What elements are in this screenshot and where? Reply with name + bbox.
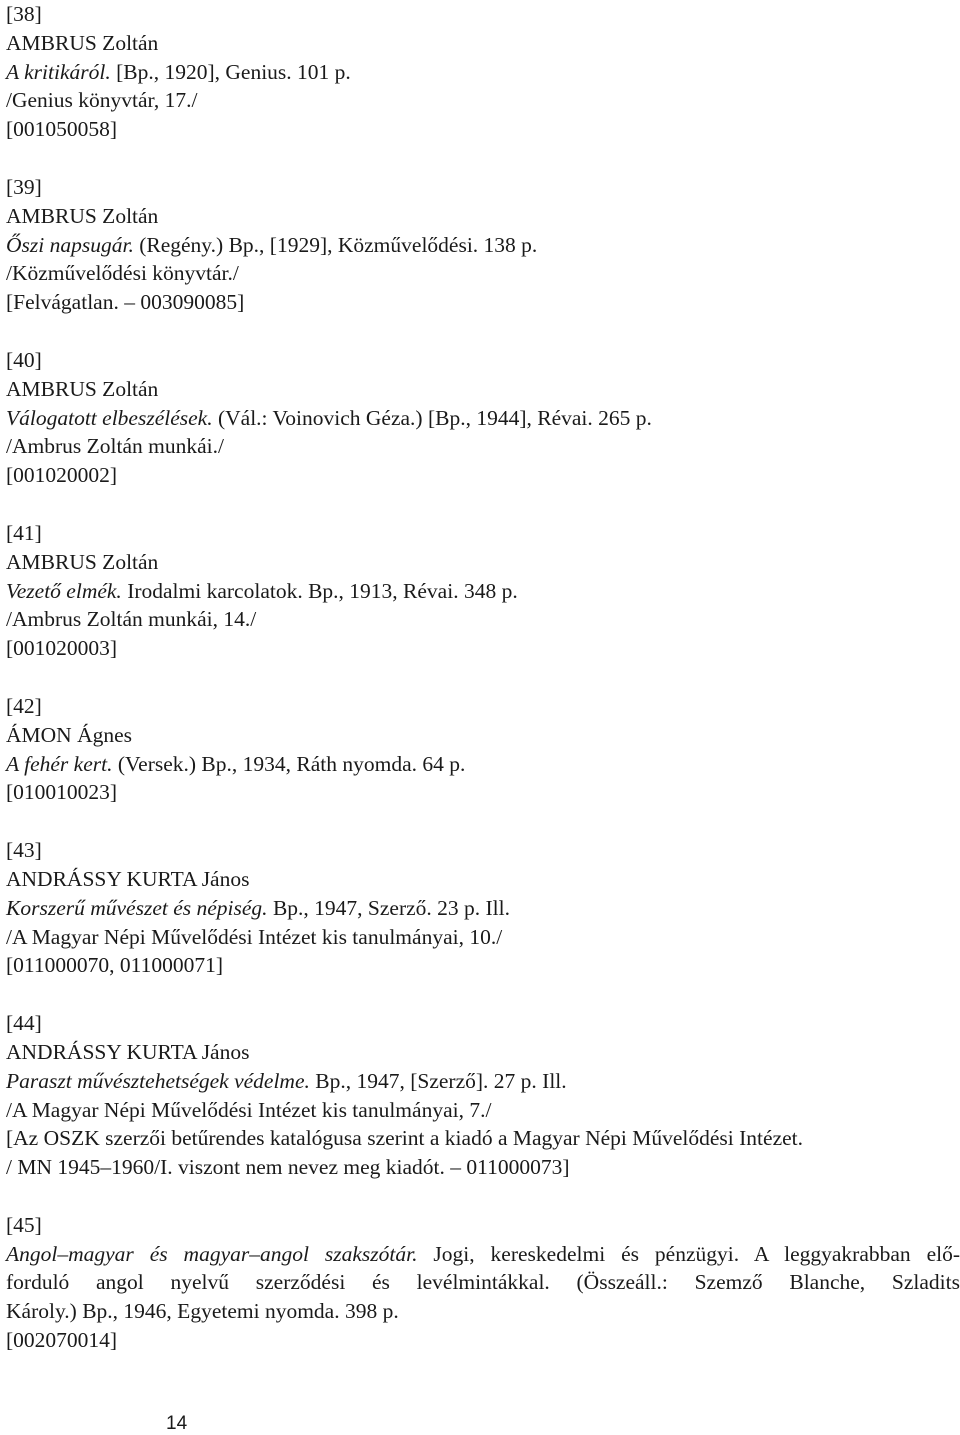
entry-number: [41] bbox=[6, 520, 42, 545]
entry-title: Paraszt művésztehetségek védelme. bbox=[6, 1068, 310, 1093]
entry-title-line bbox=[6, 58, 960, 87]
entry-number: [39] bbox=[6, 174, 42, 199]
entry-title-line bbox=[6, 1067, 960, 1096]
entry-title: Korszerű művészet és népiség. bbox=[6, 895, 268, 920]
catalogue-entry-44 bbox=[6, 1009, 960, 1182]
entry-imprint: Károly.) Bp., 1946, Egyetemi nyomda. 398 p. bbox=[6, 1299, 399, 1324]
entry-description-line-2: forduló angol nyelvű szerződési és levélmintákkal. (Összeáll.: Szemző Blanche, Szladits bbox=[6, 1270, 960, 1295]
entry-number: [45] bbox=[6, 1212, 42, 1237]
entry-series: /Ambrus Zoltán munkái, 14./ bbox=[6, 607, 257, 632]
entry-title: Őszi napsugár. bbox=[6, 232, 134, 257]
entry-description-line-1: Jogi, kereskedelmi és pénzügyi. A leggyakrabban elő- bbox=[417, 1241, 960, 1266]
entry-imprint: (Regény.) Bp., [1929], Közművelődési. 138 p. bbox=[133, 232, 538, 257]
entry-author: AMBRUS Zoltán bbox=[6, 549, 159, 574]
entry-title: A fehér kert. bbox=[6, 751, 113, 776]
entry-series: /Közművelődési könyvtár./ bbox=[6, 261, 239, 286]
entry-title-line bbox=[6, 231, 960, 260]
entry-note: [011000070, 011000071] bbox=[6, 953, 223, 978]
catalogue-entry-41 bbox=[6, 519, 960, 663]
entry-title: A kritikáról. bbox=[6, 59, 111, 84]
entry-title-line bbox=[6, 404, 960, 433]
entry-note: [Felvágatlan. – 003090085] bbox=[6, 290, 245, 315]
entry-title: Angol–magyar és magyar–angol szakszótár. bbox=[6, 1241, 418, 1266]
entry-imprint: (Versek.) Bp., 1934, Ráth nyomda. 64 p. bbox=[112, 751, 466, 776]
catalogue-entry-39 bbox=[6, 173, 960, 317]
entry-imprint: (Vál.: Voinovich Géza.) [Bp., 1944], Révai. 265 p. bbox=[212, 405, 652, 430]
entry-number: [42] bbox=[6, 693, 42, 718]
catalogue-entry-42 bbox=[6, 692, 960, 807]
entry-author: ANDRÁSSY KURTA János bbox=[6, 1039, 250, 1064]
entry-author: ÁMON Ágnes bbox=[6, 722, 133, 747]
entry-number: [38] bbox=[6, 2, 42, 26]
entry-number: [44] bbox=[6, 1011, 42, 1036]
entry-title-line bbox=[6, 750, 960, 779]
entry-author: AMBRUS Zoltán bbox=[6, 30, 159, 55]
entry-series: /Genius könyvtár, 17./ bbox=[6, 88, 198, 113]
catalogue-entry-45 bbox=[6, 1211, 960, 1355]
entry-note: [002070014] bbox=[6, 1328, 118, 1353]
entry-imprint: Irodalmi karcolatok. Bp., 1913, Révai. 348 p. bbox=[121, 578, 518, 603]
entry-note-line-2: / MN 1945–1960/I. viszont nem nevez meg kiadót. – 011000073] bbox=[6, 1155, 570, 1180]
catalogue-page bbox=[6, 0, 960, 1384]
entry-title: Válogatott elbeszélések. bbox=[6, 405, 213, 430]
entry-title-line bbox=[6, 1240, 960, 1269]
entry-series: /A Magyar Népi Művelődési Intézet kis tanulmányai, 7./ bbox=[6, 1097, 492, 1122]
catalogue-entry-40 bbox=[6, 346, 960, 490]
entry-title: Vezető elmék. bbox=[6, 578, 122, 603]
entry-note: [001050058] bbox=[6, 117, 118, 142]
entry-series: /A Magyar Népi Művelődési Intézet kis tanulmányai, 10./ bbox=[6, 924, 503, 949]
entry-number: [43] bbox=[6, 838, 42, 863]
entry-imprint: [Bp., 1920], Genius. 101 p. bbox=[110, 59, 351, 84]
entry-author: AMBRUS Zoltán bbox=[6, 203, 159, 228]
entry-note: [001020003] bbox=[6, 636, 118, 661]
entry-title-line bbox=[6, 577, 960, 606]
entry-imprint: Bp., 1947, [Szerző]. 27 p. Ill. bbox=[309, 1068, 567, 1093]
catalogue-entry-38 bbox=[6, 0, 960, 144]
entry-author: ANDRÁSSY KURTA János bbox=[6, 866, 250, 891]
catalogue-entry-43 bbox=[6, 836, 960, 980]
page-number: 14 bbox=[166, 1413, 188, 1434]
entry-note: [001020002] bbox=[6, 463, 118, 488]
entry-title-line bbox=[6, 894, 960, 923]
entry-series: /Ambrus Zoltán munkái./ bbox=[6, 434, 224, 459]
entry-note-line-1: [Az OSZK szerzői betűrendes katalógusa szerint a kiadó a Magyar Népi Művelődési Intézet. bbox=[6, 1126, 804, 1151]
entry-number: [40] bbox=[6, 347, 42, 372]
entry-author: AMBRUS Zoltán bbox=[6, 376, 159, 401]
entry-imprint: Bp., 1947, Szerző. 23 p. Ill. bbox=[267, 895, 511, 920]
entry-note: [010010023] bbox=[6, 780, 118, 805]
